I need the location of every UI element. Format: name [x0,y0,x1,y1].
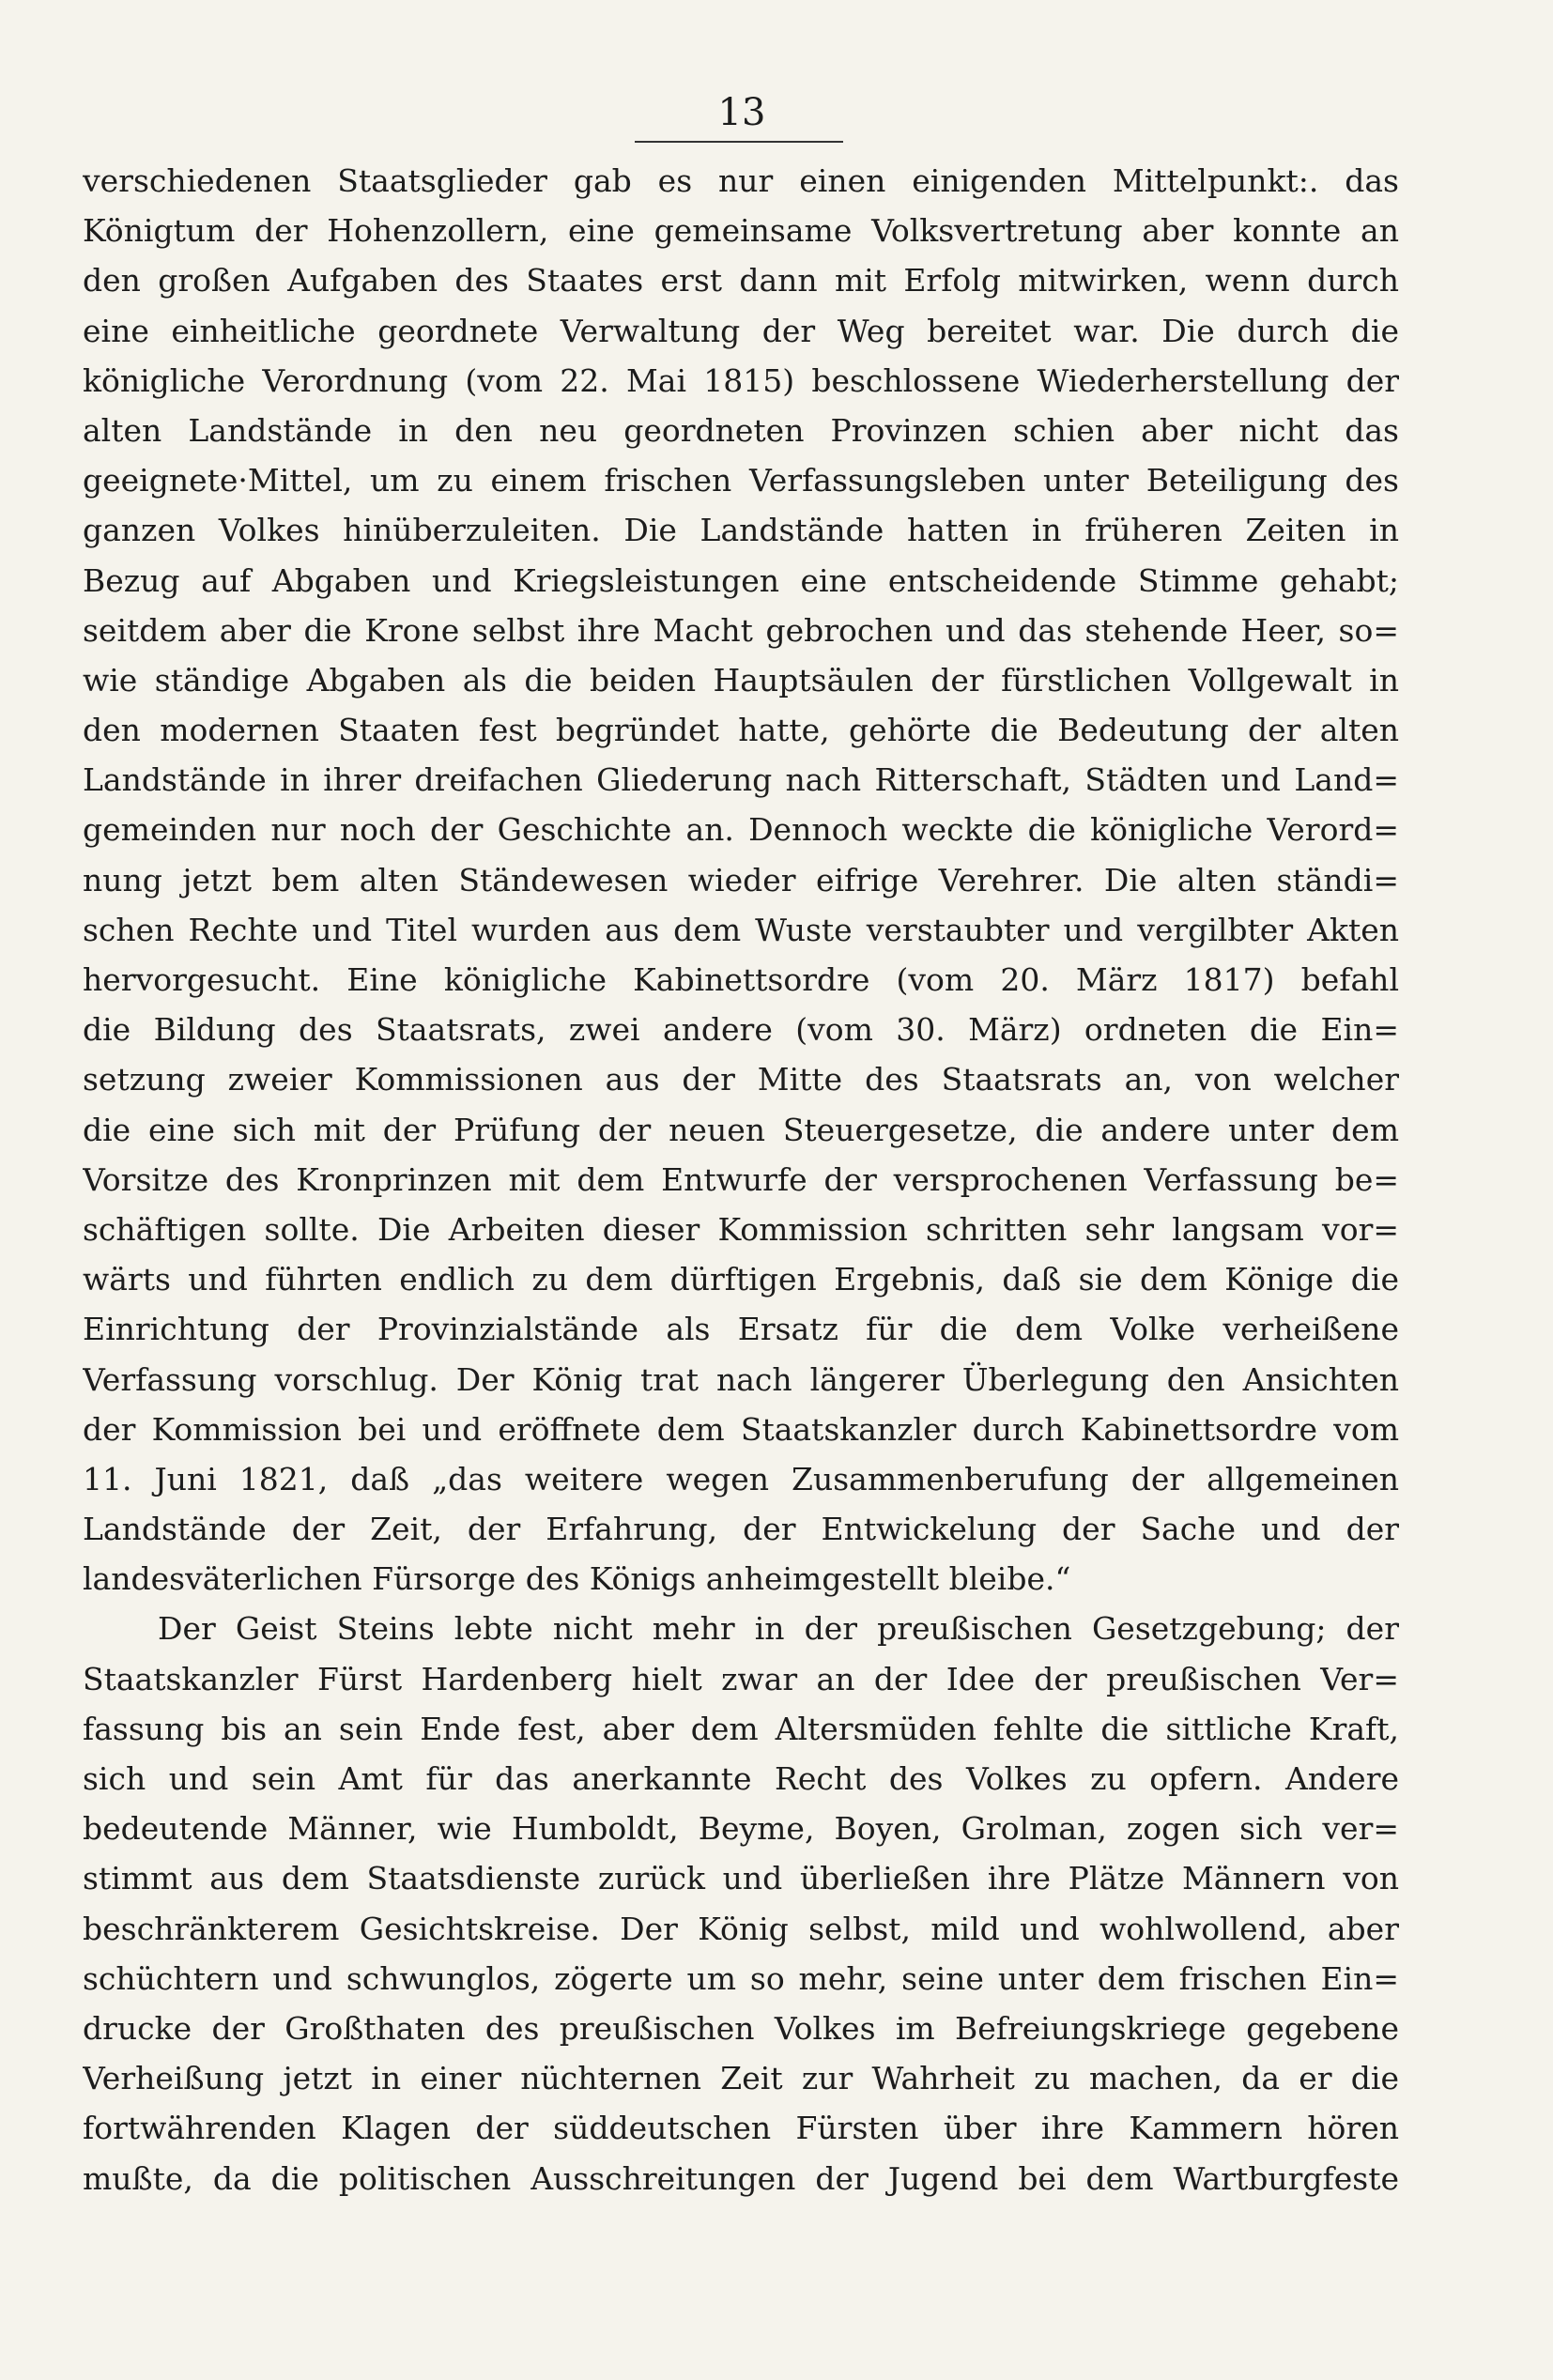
text-line: Königtum der Hohenzollern, eine gemeinsame Volksvertretung aber konnte an [83,212,1399,250]
text-line: sich und sein Amt für das anerkannte Recht des Volkes zu opfern. Andere [83,1760,1399,1797]
text-line: setzung zweier Kommissionen aus der Mitte des Staatsrats an, von welcher [83,1061,1399,1098]
text-line: Verfassung vorschlug. Der König trat nach längerer Überlegung den Ansichten [83,1360,1399,1398]
text-line: Verheißung jetzt in einer nüchternen Zeit zur Wahrheit zu machen, da er die [83,2060,1399,2097]
text-line: königliche Verordnung (vom 22. Mai 1815) beschlossene Wiederherstellung der [83,361,1399,399]
text-line: gemeinden nur noch der Geschichte an. Dennoch weckte die königliche Verord= [83,811,1399,849]
text-line: eine einheitliche geordnete Verwaltung der Weg bereitet war. Die durch die [83,312,1399,349]
text-line: hervorgesucht. Eine königliche Kabinettsordre (vom 20. März 1817) befahl [83,961,1399,998]
text-line: bedeutende Männer, wie Humboldt, Beyme, Boyen, Grolman, zogen sich ver= [83,1810,1399,1848]
text-line: wärts und führten endlich zu dem dürftigen Ergebnis, daß sie dem Könige die [83,1261,1399,1298]
text-line: schen Rechte und Titel wurden aus dem Wuste verstaubter und vergilbter Akten [83,911,1399,948]
text-line: Einrichtung der Provinzialstände als Ersatz für die dem Volke verheißene [83,1311,1399,1348]
text-line: 11. Juni 1821, daß „das weitere wegen Zusammenberufung der allgemeinen [83,1460,1399,1497]
text-line: schüchtern und schwunglos, zögerte um so mehr, seine unter dem frischen Ein= [83,1959,1399,1997]
text-line: wie ständige Abgaben als die beiden Hauptsäulen der fürstlichen Vollgewalt in [83,661,1399,699]
text-line: Landstände in ihrer dreifachen Gliederung nach Ritterschaft, Städten und Land= [83,761,1399,799]
text-line: seitdem aber die Krone selbst ihre Macht gebrochen und das stehende Heer, so= [83,611,1399,649]
text-line: die Bildung des Staatsrats, zwei andere (vom 30. März) ordneten die Ein= [83,1011,1399,1049]
text-line: Vorsitze des Kronprinzen mit dem Entwurfe der versprochenen Verfassung be= [83,1160,1399,1198]
text-line: alten Landstände in den neu geordneten Provinzen schien aber nicht das [83,411,1399,449]
text-line: fassung bis an sein Ende fest, aber dem Altersmüden fehlte die sittliche Kraft, [83,1710,1399,1747]
body-text [83,156,1399,2203]
text-line: stimmt aus dem Staatsdienste zurück und überließen ihre Plätze Männern von [83,1860,1399,1897]
text-line: Bezug auf Abgaben und Kriegsleistungen eine entscheidende Stimme gehabt; [83,561,1399,599]
page-number-rule [635,141,843,143]
text-line: der Kommission bei und eröffnete dem Staatskanzler durch Kabinettsordre vom [83,1410,1399,1448]
paragraph-start-line: Der Geist Steins lebte nicht mehr in der preußischen Gesetzgebung; der [158,1610,1399,1648]
text-line: den modernen Staaten fest begründet hatte, gehörte die Bedeutung der alten [83,712,1399,749]
text-line: mußte, da die politischen Ausschreitungen der Jugend bei dem Wartburgfeste [83,2159,1399,2197]
text-line: geeignete·Mittel, um zu einem frischen Verfassungsleben unter Beteiligung des [83,462,1399,499]
text-line: schäftigen sollte. Die Arbeiten dieser Kommission schritten sehr langsam vor= [83,1210,1399,1248]
text-line: ganzen Volkes hinüberzuleiten. Die Landstände hatten in früheren Zeiten in [83,512,1399,549]
text-line: Staatskanzler Fürst Hardenberg hielt zwar an der Idee der preußischen Ver= [83,1660,1399,1697]
text-line: Landstände der Zeit, der Erfahrung, der Entwickelung der Sache und der [83,1511,1399,1548]
text-line: drucke der Großthaten des preußischen Volkes im Befreiungskriege gegebene [83,2009,1399,2047]
text-line: fortwährenden Klagen der süddeutschen Fürsten über ihre Kammern hören [83,2110,1399,2147]
text-line: beschränkterem Gesichtskreise. Der König selbst, mild und wohlwollend, aber [83,1910,1399,1947]
page-number: 13 [717,91,766,134]
text-line: nung jetzt bem alten Ständewesen wieder eifrige Verehrer. Die alten ständi= [83,861,1399,898]
paragraph-end-line: landesväterlichen Fürsorge des Königs anheimgestellt bleibe.“ [83,1560,1071,1598]
text-line: verschiedenen Staatsglieder gab es nur einen einigenden Mittelpunkt:. das [83,162,1399,199]
text-line: den großen Aufgaben des Staates erst dann mit Erfolg mitwirken, wenn durch [83,262,1399,299]
text-line: die eine sich mit der Prüfung der neuen Steuergesetze, die andere unter dem [83,1111,1399,1148]
